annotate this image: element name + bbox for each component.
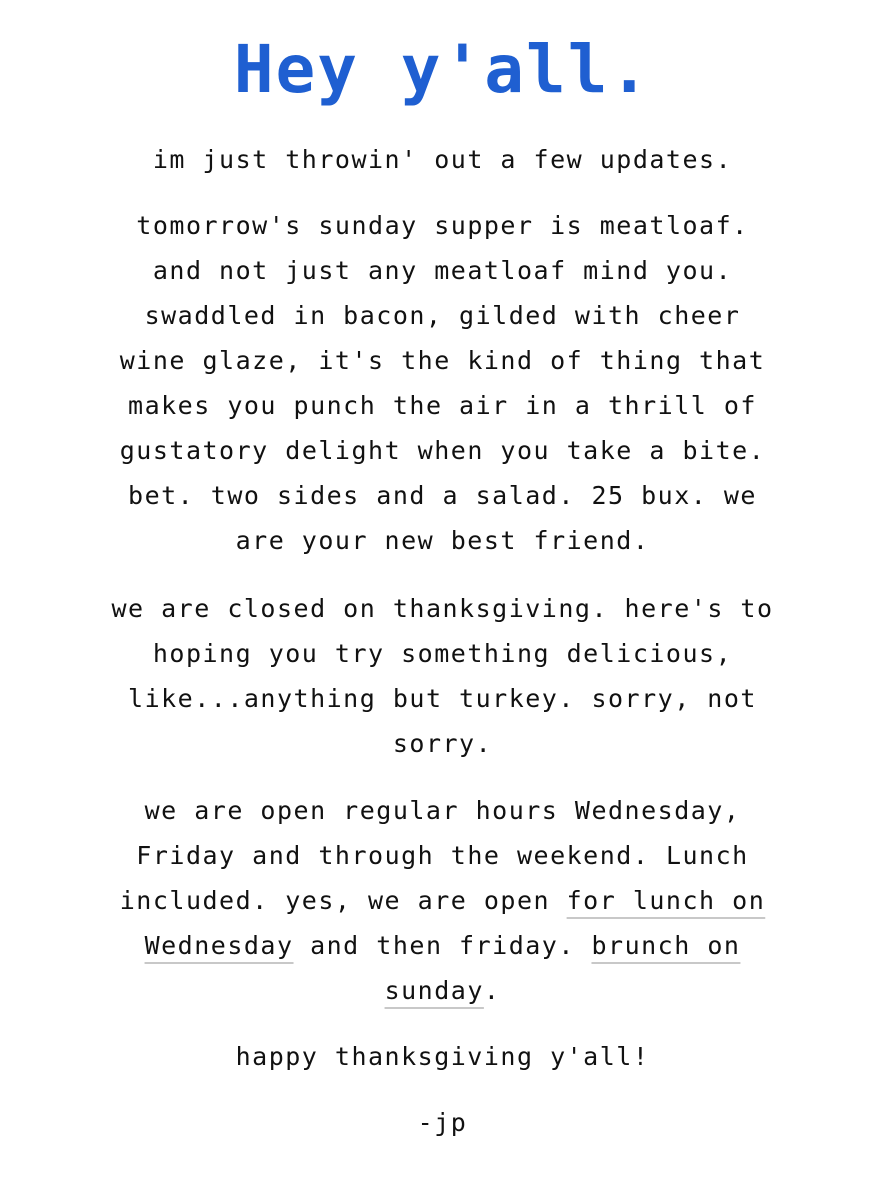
hours-paragraph — [0, 788, 885, 1013]
lunch-link-text[interactable]: for lunch on — [566, 886, 766, 915]
supper-line: bet. two sides and a salad. 25 bux. we — [128, 481, 757, 510]
supper-line: gustatory delight when you take a bite. — [119, 436, 766, 465]
hours-line: Friday and through the weekend. Lunch — [136, 841, 749, 870]
supper-line: swaddled in bacon, gilded with cheer — [144, 301, 741, 330]
lunch-link-text[interactable]: Wednesday — [144, 931, 294, 960]
signature: -jp — [417, 1108, 468, 1137]
supper-line: are your new best friend. — [235, 526, 650, 555]
brunch-link-text[interactable]: sunday — [384, 976, 484, 1005]
hours-line-end: . — [483, 976, 501, 1005]
supper-line: wine glaze, it's the kind of thing that — [119, 346, 766, 375]
supper-line: and not just any meatloaf mind you. — [152, 256, 733, 285]
intro-paragraph: im just throwin' out a few updates. — [152, 145, 733, 174]
thanksgiving-line: sorry. — [392, 729, 493, 758]
thanksgiving-line: like...anything but turkey. sorry, not — [128, 684, 757, 713]
hours-line: included. yes, we are open — [119, 886, 567, 915]
brunch-link-text[interactable]: brunch on — [591, 931, 741, 960]
thanksgiving-closure-paragraph — [0, 586, 885, 766]
page-title: Hey y'all. — [233, 31, 652, 108]
sunday-supper-paragraph — [0, 203, 885, 563]
thanksgiving-line: hoping you try something delicious, — [152, 639, 733, 668]
supper-line: tomorrow's sunday supper is meatloaf. — [136, 211, 749, 240]
thanksgiving-line: we are closed on thanksgiving. here's to — [111, 594, 774, 623]
hours-line: and then friday. — [293, 931, 592, 960]
supper-line: makes you punch the air in a thrill of — [128, 391, 757, 420]
closing-greeting: happy thanksgiving y'all! — [235, 1042, 650, 1071]
hours-line: we are open regular hours Wednesday, — [144, 796, 741, 825]
